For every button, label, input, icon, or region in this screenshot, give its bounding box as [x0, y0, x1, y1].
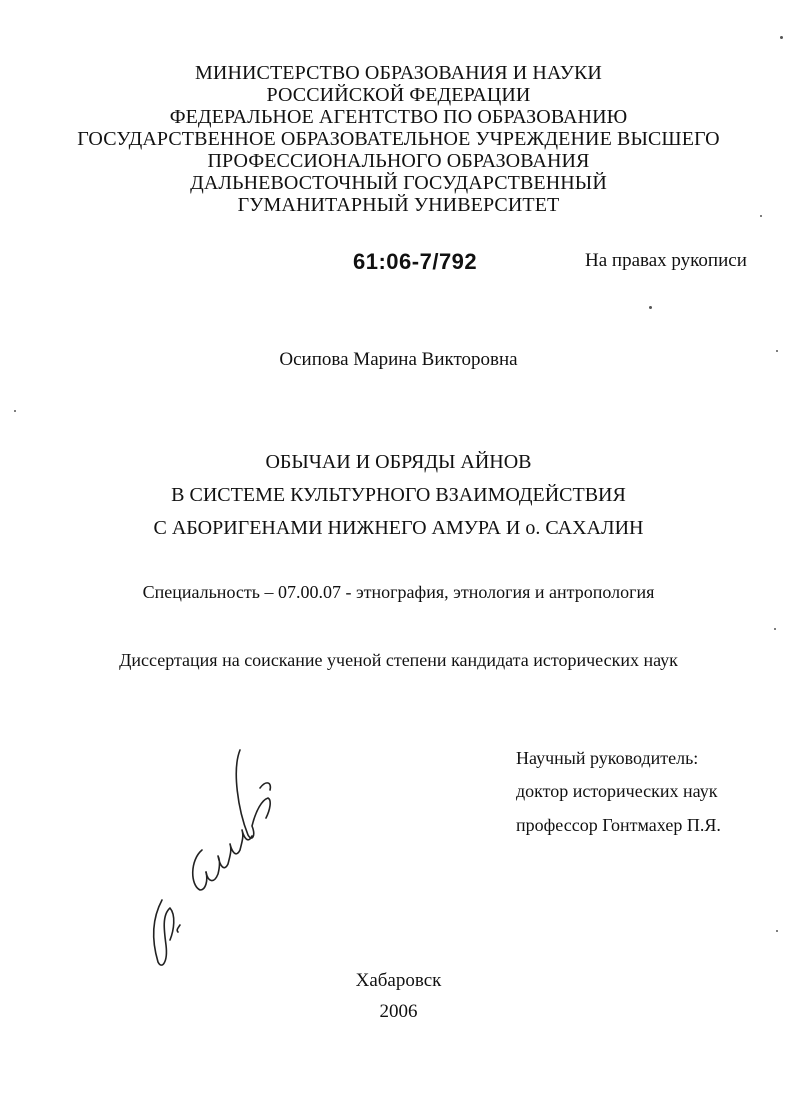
- supervisor-label: Научный руководитель:: [516, 748, 699, 768]
- supervisor-degree: доктор исторических наук: [516, 781, 718, 801]
- institution-line-5: ПРОФЕССИОНАЛЬНОГО ОБРАЗОВАНИЯ: [207, 150, 590, 172]
- dissertation-degree: Диссертация на соискание ученой степени кандидата исторических наук: [119, 650, 678, 670]
- institution-line-4: ГОСУДАРСТВЕННОЕ ОБРАЗОВАТЕЛЬНОЕ УЧРЕЖДЕНИЕ ВЫСШЕГО: [77, 128, 720, 150]
- institution-line-3: ФЕДЕРАЛЬНОЕ АГЕНТСТВО ПО ОБРАЗОВАНИЮ: [169, 106, 628, 128]
- title-line-3: С АБОРИГЕНАМИ НИЖНЕГО АМУРА И о. САХАЛИН: [153, 517, 644, 539]
- scan-speck: [774, 628, 776, 630]
- title-line-1: ОБЫЧАИ И ОБРЯДЫ АЙНОВ: [265, 451, 532, 473]
- institution-line-1: МИНИСТЕРСТВО ОБРАЗОВАНИЯ И НАУКИ: [195, 62, 602, 84]
- author-name: Осипова Марина Викторовна: [279, 349, 518, 370]
- institution-line-2: РОССИЙСКОЙ ФЕДЕРАЦИИ: [266, 84, 531, 106]
- catalog-code: 61:06-7/792: [353, 249, 478, 274]
- scan-speck: [776, 350, 778, 352]
- rights-note: На правах рукописи: [585, 250, 747, 271]
- scan-speck: [14, 410, 16, 412]
- year: 2006: [379, 1001, 418, 1022]
- scan-speck: [780, 36, 783, 39]
- institution-line-6: ДАЛЬНЕВОСТОЧНЫЙ ГОСУДАРСТВЕННЫЙ: [190, 172, 607, 194]
- handwritten-signature: [140, 740, 290, 970]
- title-line-2: В СИСТЕМЕ КУЛЬТУРНОГО ВЗАИМОДЕЙСТВИЯ: [171, 484, 626, 506]
- scan-speck: [649, 306, 652, 309]
- city: Хабаровск: [355, 970, 442, 991]
- institution-line-7: ГУМАНИТАРНЫЙ УНИВЕРСИТЕТ: [237, 194, 560, 216]
- scan-speck: [760, 215, 762, 217]
- specialty: Специальность – 07.00.07 - этнография, этнология и антропология: [142, 582, 655, 602]
- scan-speck: [776, 930, 778, 932]
- supervisor-name: профессор Гонтмахер П.Я.: [516, 815, 721, 835]
